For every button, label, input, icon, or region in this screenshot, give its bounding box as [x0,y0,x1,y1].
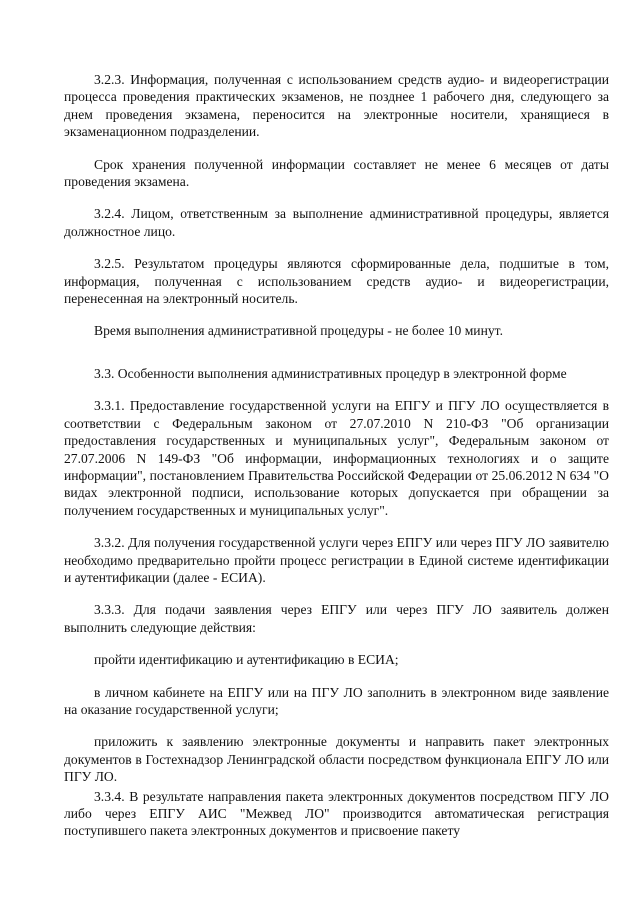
list-item-personal-account: в личном кабинете на ЕПГУ или на ПГУ ЛО заполнить в электронном виде заявление на оказание государственной услуги; [64,684,609,717]
list-item-identification: пройти идентификацию и аутентификацию в ЕСИА; [94,652,399,668]
paragraph-3-2-3: 3.2.3. Информация, полученная с использованием средств аудио- и видеорегистрации процесса проведения практических экзаменов, не позднее 1 рабочего дня, следующего за днем проведения экзамена, переносится на электронные носители, хранящиеся в экзаменационном подразделении. [64,72,609,140]
paragraph-3-3-4: 3.3.4. В результате направления пакета электронных документов посредством ПГУ ЛО либо через ЕПГУ АИС "Межвед ЛО" производится автоматическая регистрация поступившего пакета электронных документов и присвоение пакету [64,788,609,839]
paragraph-3-3-2: 3.3.2. Для получения государственной услуги через ЕПГУ или через ПГУ ЛО заявителю необходимо предварительно пройти процесс регистрации в Единой системе идентификации и аутентификации (далее - ЕСИА). [64,535,609,585]
document-body [64,71,609,840]
paragraph-3-2-5: 3.2.5. Результатом процедуры являются сформированные дела, подшитые в том, информация, полученная с использованием средств аудио- и видеорегистрации, перенесенная на электронный носитель. [64,256,609,307]
list-item-attach-documents: приложить к заявлению электронные документы и направить пакет электронных документов в Гостехнадзор Ленинградской области посредством функционала ЕПГУ ЛО или ПГУ ЛО. [64,734,609,785]
paragraph-execution-time: Время выполнения административной процедуры - не более 10 минут. [94,323,503,339]
section-heading-3-3: 3.3. Особенности выполнения административных процедур в электронной форме [94,365,567,381]
paragraph-3-2-4: 3.2.4. Лицом, ответственным за выполнение административной процедуры, является должностное лицо. [64,206,609,239]
paragraph-3-3-1: 3.3.1. Предоставление государственной услуги на ЕПГУ и ПГУ ЛО осуществляется в соответствии с Федеральным законом от 27.07.2010 N 210-ФЗ "Об организации предоставления государственных и муниципальных услуг", Федеральным законом от 27.07.2006 N 149-ФЗ "Об информации, информационных технологиях и о защите информации", постановлением Правительства Российской Федерации от 25.06.2012 N 634 "О видах электронной подписи, использование которых допускается при обращении за получением государственных и муниципальных услуг". [64,398,609,518]
paragraph-3-3-3: 3.3.3. Для подачи заявления через ЕПГУ или через ПГУ ЛО заявитель должен выполнить следующие действия: [64,602,609,635]
paragraph-storage-period: Срок хранения полученной информации составляет не менее 6 месяцев от даты проведения экзамена. [64,156,609,190]
